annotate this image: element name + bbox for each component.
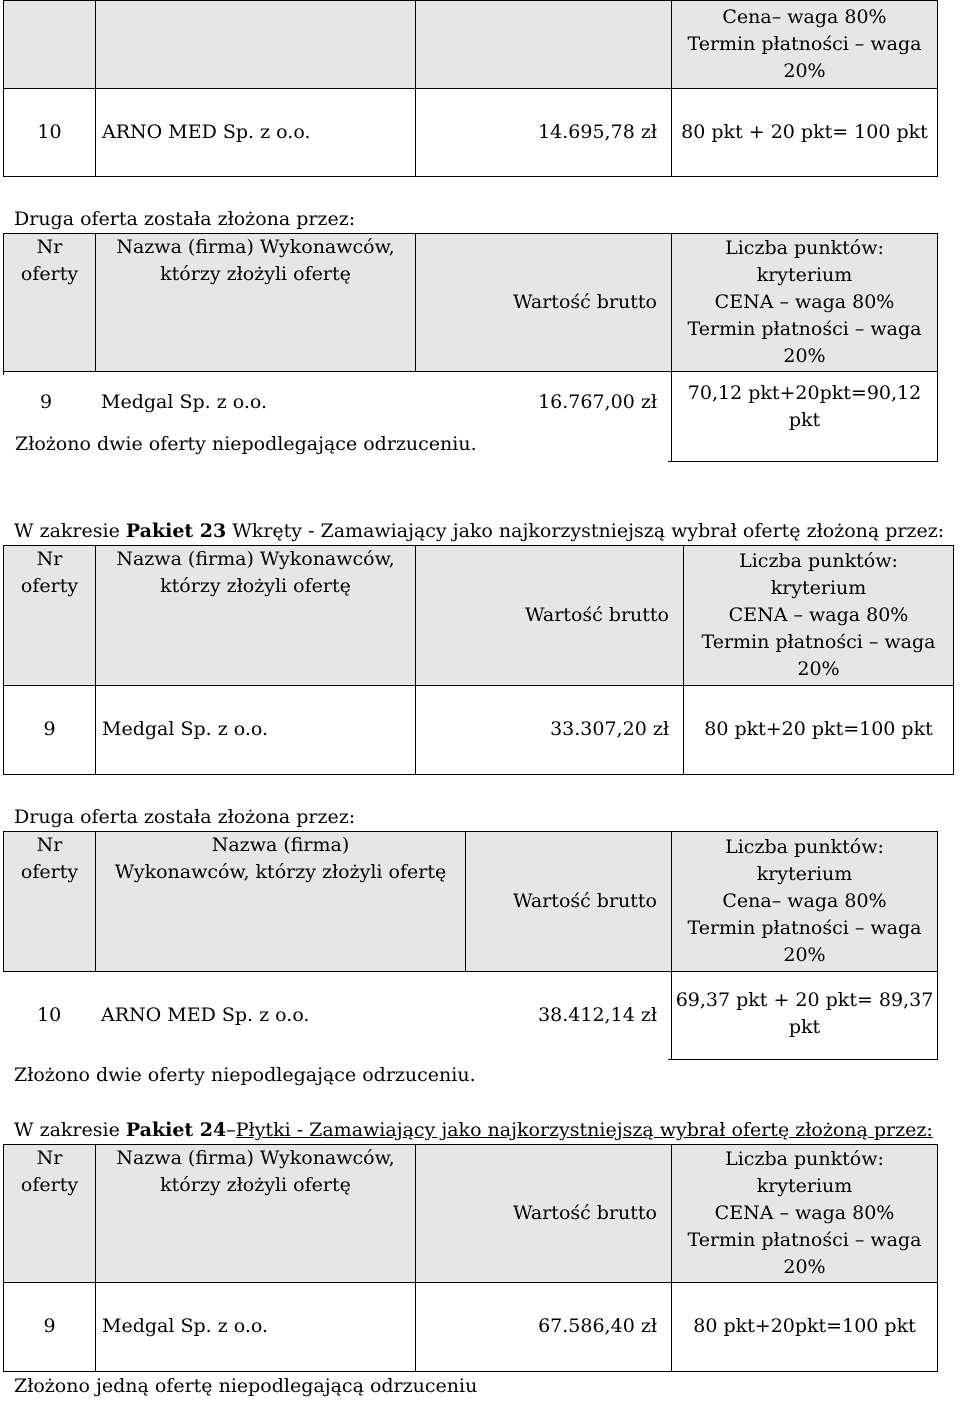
header-name-cell: Nazwa (firma) Wykonawców, którzy złożyli ofertę: [96, 832, 466, 972]
p23-offer-table: [3, 545, 954, 775]
header-nr-cell: Nr oferty: [4, 1145, 96, 1283]
gross-value: 67.586,40 zł: [416, 1283, 672, 1372]
gross-value: 38.412,14 zł: [538, 1004, 657, 1026]
p22-second-offer-table: [3, 233, 938, 462]
table-row: [4, 686, 954, 775]
header-name-cell: Nazwa (firma) Wykonawców, którzy złożyli ofertę: [96, 1145, 416, 1283]
offer-number: 10: [4, 89, 96, 177]
table-row: [4, 89, 938, 177]
header-nr-cell: Nr oferty: [4, 546, 96, 686]
points-score: 80 pkt+20pkt=100 pkt: [672, 1283, 938, 1372]
offer-number: 9: [4, 1283, 96, 1372]
offers-note: Złożono jedną ofertę niepodlegającą odrzuceniu: [14, 1375, 478, 1397]
offer-number: 9: [40, 391, 53, 413]
header-score-cell: Liczba punktów: kryterium CENA – waga 80% Termin płatności – waga 20%: [684, 546, 954, 686]
header-nr-cell: Nr oferty: [4, 832, 96, 972]
header-name-cell: Nazwa (firma) Wykonawców, którzy złożyli ofertę: [96, 234, 416, 372]
header-value-cell: Wartość brutto: [466, 832, 672, 972]
contractor-name: ARNO MED Sp. z o.o.: [96, 89, 416, 177]
row-main-cell: [4, 972, 672, 1060]
points-score: 80 pkt+20 pkt=100 pkt: [684, 686, 954, 775]
points-score: 80 pkt + 20 pkt= 100 pkt: [672, 89, 938, 177]
top-offer-table: [3, 0, 938, 177]
contractor-name: Medgal Sp. z o.o.: [96, 1283, 416, 1372]
header-score-cell: Liczba punktów: kryterium Cena– waga 80% Termin płatności – waga 20%: [672, 832, 938, 972]
header-name-cell: [96, 1, 416, 89]
table-row: [4, 372, 938, 462]
gross-value: 14.695,78 zł: [416, 89, 672, 177]
package-name: Pakiet 24: [125, 1119, 227, 1141]
table-row: [4, 972, 938, 1060]
contractor-name: Medgal Sp. z o.o.: [101, 391, 268, 413]
p23-intro: W zakresie Pakiet 23 Wkręty - Zamawiający jako najkorzystniejszą wybrał ofertę złożoną przez:: [14, 520, 945, 542]
offers-note: Złożono dwie oferty niepodlegające odrzuceniu.: [15, 433, 477, 455]
package-name: Pakiet 23: [125, 520, 227, 542]
note-border-mask: [0, 461, 668, 464]
header-score-cell: Cena– waga 80% Termin płatności – waga 20%: [672, 1, 938, 89]
p24-offer-table: [3, 1144, 938, 1372]
offer-number: 10: [37, 1004, 62, 1026]
header-nr-cell: Nr oferty: [4, 234, 96, 372]
second-offer-caption: Druga oferta została złożona przez:: [14, 208, 356, 230]
header-score-cell: Liczba punktów: kryterium CENA – waga 80% Termin płatności – waga 20%: [672, 1145, 938, 1283]
second-offer-caption: Druga oferta została złożona przez:: [14, 806, 356, 828]
header-value-cell: Wartość brutto: [416, 234, 672, 372]
offers-note: Złożono dwie oferty niepodlegające odrzuceniu.: [14, 1064, 476, 1086]
offer-number: 9: [4, 686, 96, 775]
contractor-name: Medgal Sp. z o.o.: [96, 686, 416, 775]
header-name-cell: Nazwa (firma) Wykonawców, którzy złożyli ofertę: [96, 546, 416, 686]
points-score: 69,37 pkt + 20 pkt= 89,37 pkt: [672, 972, 938, 1060]
header-value-cell: Wartość brutto: [416, 546, 684, 686]
note-border-mask-left: [0, 972, 5, 1064]
p23-second-offer-table: [3, 831, 938, 1060]
contractor-name: ARNO MED Sp. z o.o.: [101, 1004, 310, 1026]
p24-intro: W zakresie Pakiet 24–Płytki - Zamawiający jako najkorzystniejszą wybrał ofertę złożoną przez:: [14, 1119, 933, 1141]
header-value-cell: [416, 1, 672, 89]
points-score: 70,12 pkt+20pkt=90,12 pkt: [672, 372, 938, 462]
row-main-cell: [4, 372, 672, 462]
header-nr-cell: [4, 1, 96, 89]
header-score-cell: Liczba punktów: kryterium CENA – waga 80% Termin płatności – waga 20%: [672, 234, 938, 372]
table-row: [4, 1283, 938, 1372]
gross-value: 16.767,00 zł: [538, 391, 657, 413]
gross-value: 33.307,20 zł: [416, 686, 684, 775]
header-value-cell: Wartość brutto: [416, 1145, 672, 1283]
note-border-mask-left: [0, 375, 5, 465]
